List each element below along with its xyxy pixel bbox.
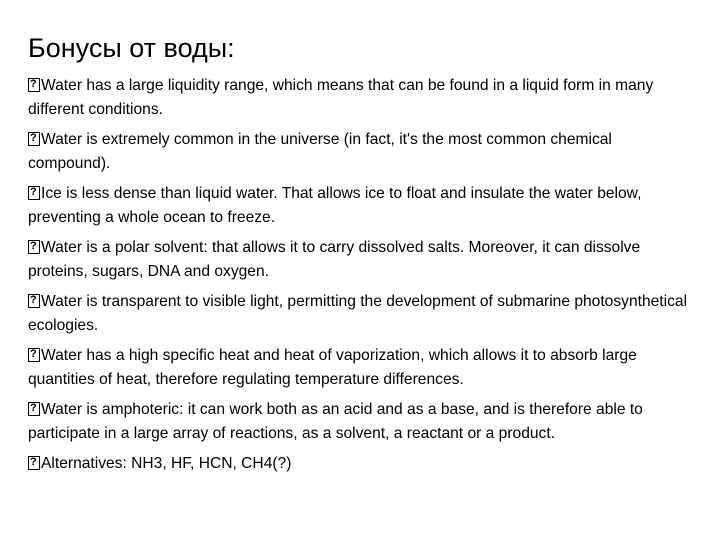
square-question-mark-icon [28, 348, 40, 362]
bullet-list [28, 74, 688, 482]
bullet-item [28, 236, 688, 284]
bullet-item [28, 290, 688, 338]
bullet-item [28, 344, 688, 392]
square-question-mark-icon [28, 132, 40, 146]
bullet-item [28, 128, 688, 176]
bullet-text: Water is a polar solvent: that allows it to carry dissolved salts. Moreover, it can dissolve proteins, sugars, DNA and oxygen. [28, 239, 641, 280]
square-question-mark-icon [28, 240, 40, 254]
bullet-item [28, 74, 688, 122]
bullet-text: Water has a high specific heat and heat of vaporization, which allows it to absorb large quantities of heat, therefore regulating temperature differences. [28, 347, 637, 388]
slide-title: Бонусы от воды: [28, 33, 235, 63]
bullet-text: Water has a large liquidity range, which means that can be found in a liquid form in many different conditions. [28, 77, 654, 118]
bullet-text: Alternatives: NH3, HF, HCN, CH4(?) [41, 455, 292, 472]
bullet-item [28, 452, 688, 476]
square-question-mark-icon [28, 294, 40, 308]
bullet-text: Water is amphoteric: it can work both as an acid and as a base, and is therefore able to participate in a large array of reactions, as a solvent, a reactant or a product. [28, 401, 643, 442]
square-question-mark-icon [28, 456, 40, 470]
bullet-text: Ice is less dense than liquid water. That allows ice to float and insulate the water below, preventing a whole ocean to freeze. [28, 185, 642, 226]
bullet-item [28, 182, 688, 230]
square-question-mark-icon [28, 186, 40, 200]
bullet-item [28, 398, 688, 446]
bullet-text: Water is extremely common in the universe (in fact, it's the most common chemical compound). [28, 131, 612, 172]
square-question-mark-icon [28, 78, 40, 92]
bullet-text: Water is transparent to visible light, permitting the development of submarine photosynthetical ecologies. [28, 293, 688, 334]
square-question-mark-icon [28, 402, 40, 416]
